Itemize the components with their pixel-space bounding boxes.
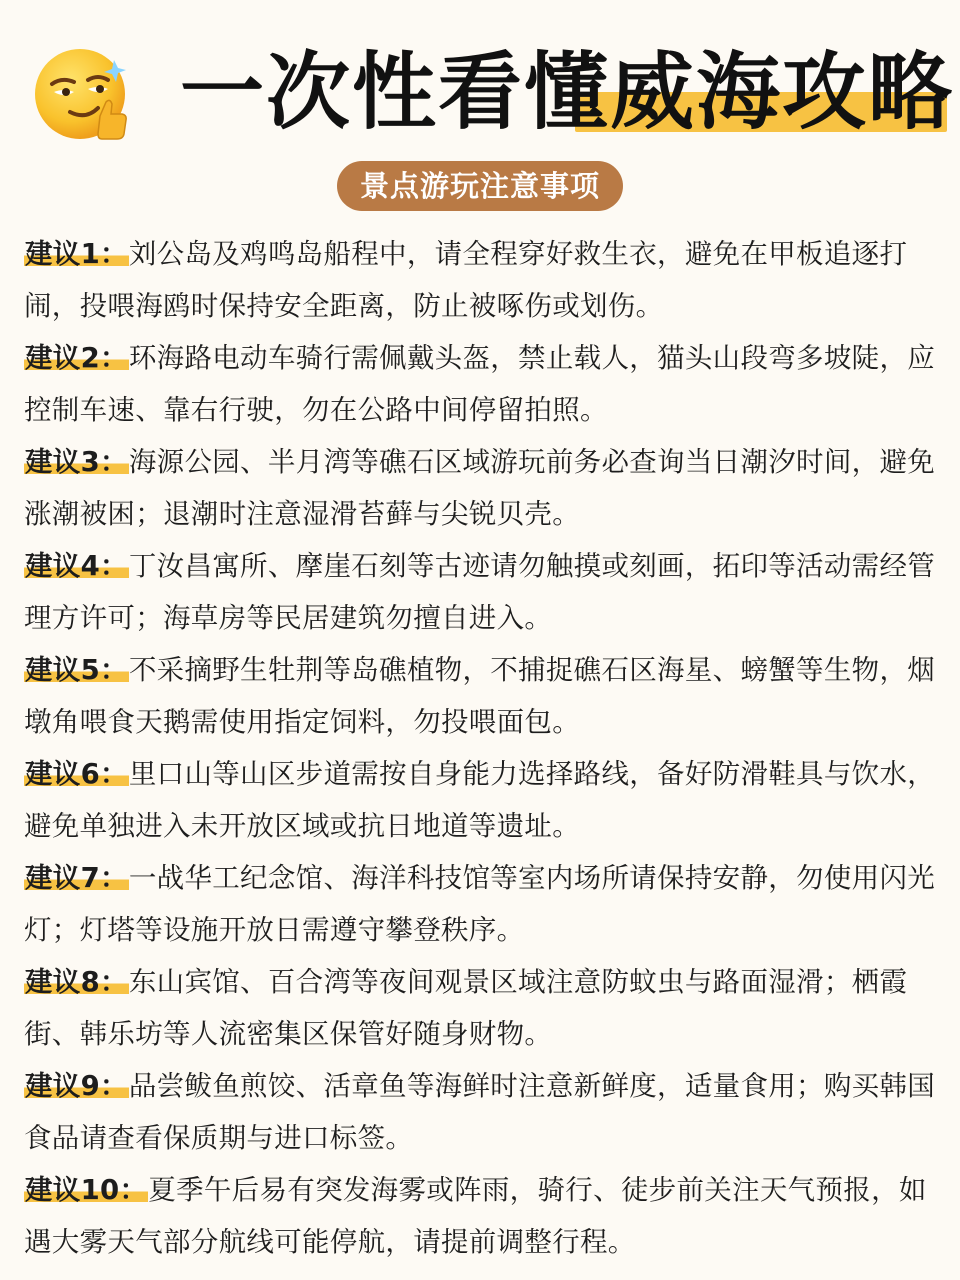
title-block — [180, 42, 955, 142]
tip-label: 建议5： — [25, 654, 128, 686]
tip-label: 建议10： — [25, 1174, 148, 1206]
tip-text: 不采摘野生牡荆等岛礁植物，不捕捉礁石区海星、螃蟹等生物，烟墩角喂食天鹅需使用指定饲料，勿投喂面包。 — [24, 654, 936, 738]
tip-label: 建议7： — [25, 862, 128, 894]
tip-text: 环海路电动车骑行需佩戴头盔，禁止载人，猫头山段弯多坡陡，应控制车速、靠右行驶，勿在公路中间停留拍照。 — [24, 342, 936, 426]
tip-item-8 — [24, 956, 940, 1060]
page-title: 一次性看懂威海攻略 — [180, 43, 955, 141]
tip-item-9 — [24, 1060, 940, 1164]
tip-item-3 — [24, 436, 940, 540]
tip-text: 东山宾馆、百合湾等夜间观景区域注意防蚊虫与路面湿滑；栖霞街、韩乐坊等人流密集区保管好随身财物。 — [24, 966, 908, 1050]
tip-text: 夏季午后易有突发海雾或阵雨，骑行、徒步前关注天气预报，如遇大雾天气部分航线可能停航，请提前调整行程。 — [24, 1174, 927, 1258]
tip-item-5 — [24, 644, 940, 748]
tip-label: 建议6： — [25, 758, 128, 790]
tip-label: 建议4： — [25, 550, 128, 582]
smirking-thumbs-up-emoji-icon — [32, 44, 132, 144]
tips-list — [24, 228, 940, 1268]
tip-item-6 — [24, 748, 940, 852]
tip-text: 一战华工纪念馆、海洋科技馆等室内场所请保持安静，勿使用闪光灯；灯塔等设施开放日需遵守攀登秩序。 — [24, 862, 936, 946]
tip-item-10 — [24, 1164, 940, 1268]
tip-text: 海源公园、半月湾等礁石区域游玩前务必查询当日潮汐时间，避免涨潮被困；退潮时注意湿滑苔藓与尖锐贝壳。 — [24, 446, 936, 530]
tip-text: 里口山等山区步道需按自身能力选择路线，备好防滑鞋具与饮水，避免单独进入未开放区域或抗日地道等遗址。 — [24, 758, 936, 842]
tip-label: 建议2： — [25, 342, 128, 374]
tip-text: 品尝鲅鱼煎饺、活章鱼等海鲜时注意新鲜度，适量食用；购买韩国食品请查看保质期与进口标签。 — [24, 1070, 936, 1154]
tip-label: 建议3： — [25, 446, 128, 478]
section-pill: 景点游玩注意事项 — [337, 161, 623, 211]
tip-label: 建议1： — [25, 238, 128, 270]
tip-item-2 — [24, 332, 940, 436]
tip-label: 建议8： — [25, 966, 128, 998]
tip-label: 建议9： — [25, 1070, 128, 1102]
header — [0, 0, 960, 203]
tip-text: 丁汝昌寓所、摩崖石刻等古迹请勿触摸或刻画，拓印等活动需经管理方许可；海草房等民居建筑勿擅自进入。 — [24, 550, 936, 634]
tip-item-4 — [24, 540, 940, 644]
tip-item-7 — [24, 852, 940, 956]
tip-item-1 — [24, 228, 940, 332]
tip-text: 刘公岛及鸡鸣岛船程中，请全程穿好救生衣，避免在甲板追逐打闹，投喂海鸥时保持安全距离，防止被啄伤或划伤。 — [24, 238, 908, 322]
